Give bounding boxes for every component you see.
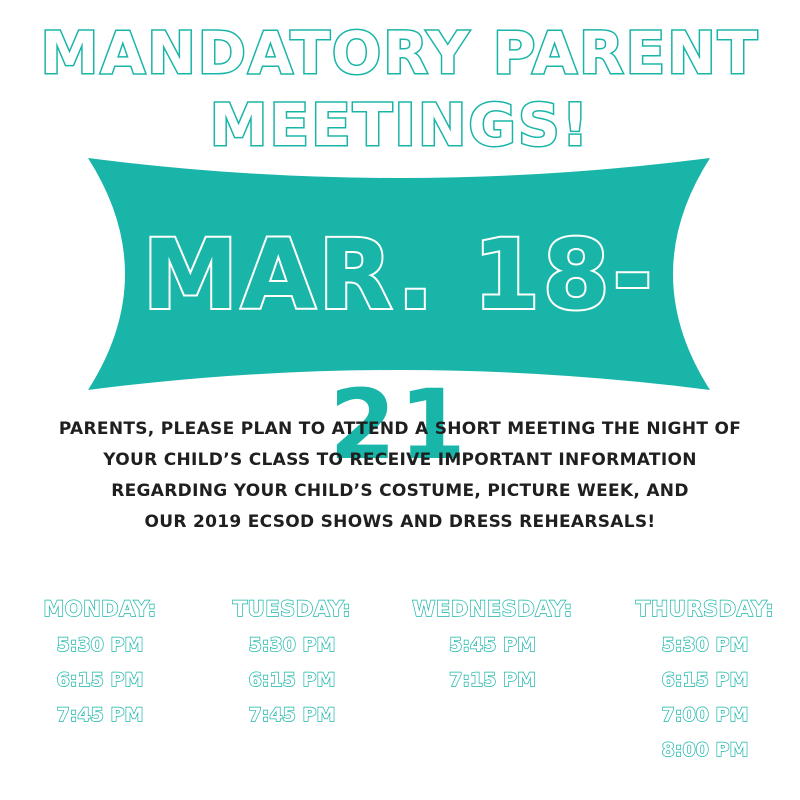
- day-label: THURSDAY:: [635, 597, 775, 621]
- headline-line-2: MEETINGS!: [209, 91, 591, 159]
- time-slot: 6:15 PM: [661, 669, 749, 691]
- time-slot: 7:00 PM: [661, 704, 749, 726]
- info-line-2: YOUR CHILD’S CLASS TO RECEIVE IMPORTANT INFORMATION: [103, 450, 697, 470]
- info-paragraph: [0, 414, 800, 538]
- meeting-schedule: [0, 594, 800, 784]
- schedule-monday: [30, 594, 170, 733]
- time-slot: 8:00 PM: [661, 739, 749, 761]
- schedule-thursday: [625, 594, 785, 768]
- time-slot: 6:15 PM: [56, 669, 144, 691]
- time-slot: 5:30 PM: [661, 634, 749, 656]
- time-slot: 5:30 PM: [56, 634, 144, 656]
- info-line-3: REGARDING YOUR CHILD’S COSTUME, PICTURE WEEK, AND: [111, 481, 689, 501]
- time-slot: 5:45 PM: [449, 634, 536, 656]
- time-slot: 7:15 PM: [449, 669, 536, 691]
- schedule-tuesday: [222, 594, 362, 733]
- day-label: TUESDAY:: [232, 597, 352, 621]
- day-label: MONDAY:: [43, 597, 157, 621]
- time-slot: 7:45 PM: [56, 704, 144, 726]
- time-slot: 5:30 PM: [248, 634, 336, 656]
- schedule-wednesday: [400, 594, 585, 698]
- info-line-1: PARENTS, PLEASE PLAN TO ATTEND A SHORT MEETING THE NIGHT OF: [58, 419, 742, 439]
- info-line-4: OUR 2019 ECSOD SHOWS AND DRESS REHEARSALS!: [144, 512, 656, 532]
- meeting-dates: MAR. 18-21: [142, 219, 656, 481]
- headline-line-1: MANDATORY PARENT: [40, 19, 760, 87]
- time-slot: 6:15 PM: [248, 669, 336, 691]
- day-label: WEDNESDAY:: [412, 597, 573, 621]
- time-slot: 7:45 PM: [248, 704, 336, 726]
